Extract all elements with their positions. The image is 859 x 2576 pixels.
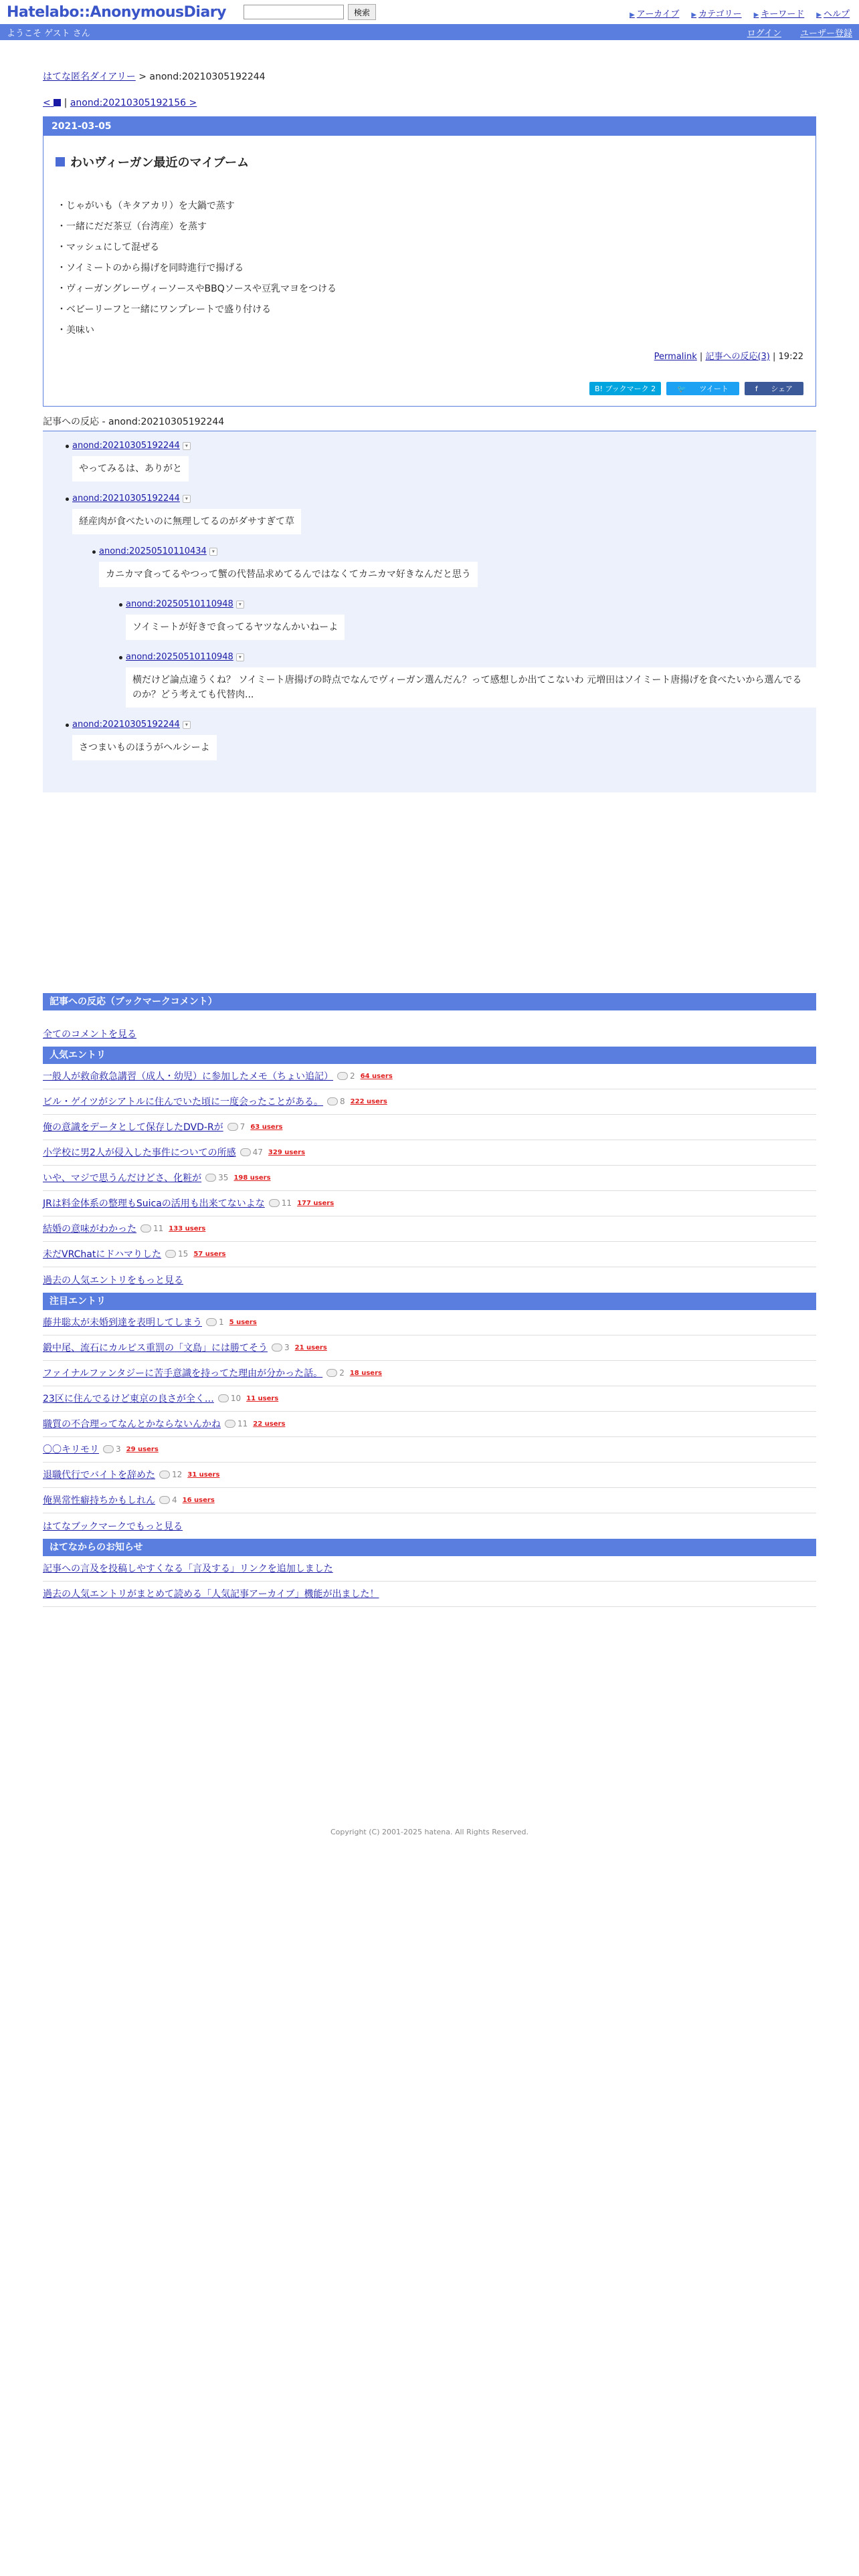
response-link[interactable]: anond:20250510110434 xyxy=(99,546,207,556)
entry-link[interactable]: 退職代行でバイトを辞めた xyxy=(43,1470,155,1481)
square-icon xyxy=(56,157,65,167)
welcome-text: ようこそ ゲスト さん xyxy=(7,28,90,39)
comment-count[interactable]: 2 xyxy=(326,1368,345,1378)
bullet-icon xyxy=(119,603,122,607)
users-badge[interactable]: 64 users xyxy=(360,1072,393,1080)
expand-caret-icon[interactable]: ▾ xyxy=(209,548,217,556)
breadcrumb-home[interactable]: はてな匿名ダイアリー xyxy=(43,72,136,82)
entry-link[interactable]: 職質の不合理ってなんとかならないんかね xyxy=(43,1419,221,1430)
entry-link[interactable]: 未だVRChatにドハマりした xyxy=(43,1249,162,1260)
users-badge[interactable]: 222 users xyxy=(350,1097,387,1105)
breadcrumb-current: anond:20210305192244 xyxy=(149,72,266,82)
search-button[interactable]: 検索 xyxy=(348,4,376,20)
users-badge[interactable]: 329 users xyxy=(268,1148,306,1156)
entry-link[interactable]: 23区に住んでるけど東京の良さが全く… xyxy=(43,1394,214,1404)
comment-count[interactable]: 1 xyxy=(206,1317,224,1327)
response-item xyxy=(72,720,816,760)
response-link[interactable]: anond:20250510110948 xyxy=(126,599,233,609)
users-badge[interactable]: 21 users xyxy=(294,1344,327,1352)
site-logo[interactable]: Hatelabo::AnonymousDiary xyxy=(7,3,226,21)
expand-caret-icon[interactable]: ▾ xyxy=(183,721,191,729)
users-badge[interactable]: 177 users xyxy=(297,1199,335,1207)
notable-more xyxy=(43,1513,816,1539)
news-item xyxy=(43,1582,816,1607)
ad-space xyxy=(43,792,816,993)
comment-icon xyxy=(205,1174,216,1182)
comment-icon xyxy=(159,1471,170,1479)
notable-more-link[interactable]: はてなブックマークでもっと見る xyxy=(43,1521,183,1532)
users-badge[interactable]: 11 users xyxy=(246,1394,279,1402)
response-text: 経産肉が食べたいのに無理してるのがダサすぎて草 xyxy=(72,509,301,534)
entry-link[interactable]: いや、マジで思うんだけどさ、化粧が xyxy=(43,1173,202,1184)
entry-link[interactable]: 俺の意識をデータとして保存したDVD-Rが xyxy=(43,1122,223,1133)
comment-count[interactable]: 10 xyxy=(218,1394,241,1403)
users-badge[interactable]: 16 users xyxy=(182,1496,215,1504)
entry-link[interactable]: 藤井聡太が未婚到達を表明してしまう xyxy=(43,1317,202,1328)
comment-icon xyxy=(218,1394,229,1402)
users-badge[interactable]: 63 users xyxy=(250,1123,283,1131)
bullet-icon xyxy=(66,724,69,727)
notable-entry xyxy=(43,1310,816,1335)
bookmark-comments-heading: 記事への反応（ブックマークコメント） xyxy=(43,993,816,1010)
bullet-icon xyxy=(119,656,122,659)
comment-count[interactable]: 2 xyxy=(337,1071,355,1081)
comment-icon xyxy=(337,1072,348,1080)
next-link[interactable]: anond:20210305192156 > xyxy=(70,98,197,108)
response-text: ソイミートが好きで食ってるヤツなんかいねーよ xyxy=(126,615,345,640)
nav-archive[interactable]: ▶ アーカイブ xyxy=(630,9,680,19)
nav-help[interactable]: ▶ ヘルプ xyxy=(816,9,850,19)
popular-entry xyxy=(43,1191,816,1216)
triangle-icon: ▶ xyxy=(816,11,822,19)
comment-icon xyxy=(159,1496,170,1504)
users-badge[interactable]: 133 users xyxy=(169,1224,206,1232)
entry-body xyxy=(57,196,816,341)
notable-heading: 注目エントリ xyxy=(43,1293,816,1310)
entry-line: ・美味い xyxy=(57,325,94,336)
expand-caret-icon[interactable]: ▾ xyxy=(183,495,191,503)
entry-title: わいヴィーガン最近のマイブーム xyxy=(56,153,816,171)
footer-copyright: Copyright (C) 2001-2025 hatena. All Rights Reserved. xyxy=(330,1828,529,1836)
response-link[interactable]: anond:20210305192244 xyxy=(72,441,180,451)
response-item xyxy=(72,441,816,481)
entry-line: ・ヴィーガングレーヴィーソースやBBQソースや豆乳マヨをつける xyxy=(57,284,337,294)
notable-entry xyxy=(43,1335,816,1361)
comment-icon xyxy=(272,1344,282,1352)
header xyxy=(0,0,859,24)
entry-link[interactable]: ビル・ゲイツがシアトルに住んでいた頃に一度会ったことがある。 xyxy=(43,1097,324,1107)
share-buttons xyxy=(43,382,816,395)
tweet-button[interactable]: 🐦 ツイート xyxy=(666,382,739,395)
user-bar xyxy=(0,24,859,40)
triangle-icon: ▶ xyxy=(691,11,697,19)
notable-list xyxy=(43,1310,816,1513)
popular-more-link[interactable]: 過去の人気エントリをもっと見る xyxy=(43,1275,183,1286)
comment-count[interactable]: 3 xyxy=(103,1444,121,1454)
expand-caret-icon[interactable]: ▾ xyxy=(236,653,244,661)
news-item xyxy=(43,1556,816,1582)
popular-heading: 人気エントリ xyxy=(43,1047,816,1064)
response-text: カニカマ食ってるやつって蟹の代替品求めてるんではなくてカニカマ好きなんだと思う xyxy=(99,562,478,587)
entry-link[interactable]: 〇〇キリモリ xyxy=(43,1444,99,1455)
comment-icon xyxy=(326,1369,337,1377)
entry-box xyxy=(43,116,816,407)
refs-link[interactable]: 記事への反応(3) xyxy=(705,352,770,362)
notable-entry xyxy=(43,1463,816,1488)
users-badge[interactable]: 18 users xyxy=(349,1369,382,1377)
entry-link[interactable]: 俺異常性癖持ちかもしれん xyxy=(43,1495,155,1506)
comment-icon xyxy=(327,1097,338,1105)
expand-caret-icon[interactable]: ▾ xyxy=(183,442,191,450)
facebook-icon: f xyxy=(755,385,761,393)
comment-count[interactable]: 7 xyxy=(227,1122,246,1132)
comment-icon xyxy=(140,1224,151,1232)
entry-time: 19:22 xyxy=(778,352,803,362)
news-link[interactable]: 過去の人気エントリがまとめて読める「人気記事アーカイブ」機能が出ました！ xyxy=(43,1589,379,1600)
comment-icon xyxy=(227,1123,238,1131)
news-heading: はてなからのお知らせ xyxy=(43,1539,816,1556)
users-badge[interactable]: 31 users xyxy=(187,1471,220,1479)
comment-icon xyxy=(225,1420,235,1428)
nav-category[interactable]: ▶ カテゴリー xyxy=(691,9,742,19)
popular-entry xyxy=(43,1140,816,1166)
comment-count[interactable]: 3 xyxy=(272,1343,290,1352)
users-badge[interactable]: 198 users xyxy=(233,1174,271,1182)
breadcrumb: はてな匿名ダイアリー > anond:20210305192244 xyxy=(43,72,266,82)
comment-count[interactable]: 35 xyxy=(205,1173,228,1182)
popular-entry xyxy=(43,1242,816,1267)
users-badge[interactable]: 29 users xyxy=(126,1445,159,1453)
bullet-icon xyxy=(66,445,69,448)
comment-count[interactable]: 12 xyxy=(159,1470,182,1479)
response-text: さつまいものほうがヘルシーよ xyxy=(72,735,217,760)
entry-line: ・じゃがいも（キタアカリ）を大鍋で蒸す xyxy=(57,201,235,211)
top-nav xyxy=(630,7,850,19)
entry-line: ・マッシュにして混ぜる xyxy=(57,242,160,253)
comment-icon xyxy=(206,1318,217,1326)
response-link[interactable]: anond:20210305192244 xyxy=(72,494,180,504)
expand-caret-icon[interactable]: ▾ xyxy=(236,601,244,609)
notable-entry xyxy=(43,1412,816,1437)
entry-link[interactable]: 結婚の意味がわかった xyxy=(43,1224,136,1235)
nav-keyword[interactable]: ▶ キーワード xyxy=(753,9,805,19)
all-comments-link[interactable]: 全てのコメントを見る xyxy=(43,1029,136,1040)
entry-link[interactable]: ファイナルファンタジーに苦手意識を持ってた理由が分かった話。 xyxy=(43,1368,323,1379)
entry-date: 2021-03-05 xyxy=(43,117,816,136)
entry-link[interactable]: JRは料金体系の整理もSuicaの活用も出来てないよな xyxy=(43,1198,265,1209)
responses-tree xyxy=(43,431,816,792)
responses-heading: 記事への反応 - anond:20210305192244 xyxy=(43,415,816,431)
comment-icon xyxy=(103,1445,114,1453)
response-text: 横だけど論点違うくね？ ソイミート唐揚げの時点でなんでヴィーガン選んだん？って感想しか出てこないわ 元増田はソイミート唐揚げを食べたいから選んでるのか？どう考えても代替肉... xyxy=(126,667,816,708)
popular-more xyxy=(43,1267,816,1293)
response-link[interactable]: anond:20250510110948 xyxy=(126,652,233,662)
popular-entry xyxy=(43,1166,816,1191)
comment-icon xyxy=(240,1148,251,1156)
pager: < | anond:20210305192156 > xyxy=(43,98,197,108)
hatena-bookmark-button[interactable]: B! ブックマーク 2 xyxy=(589,382,661,395)
prev-link[interactable]: < xyxy=(43,98,61,108)
users-badge[interactable]: 22 users xyxy=(253,1420,286,1428)
news-link[interactable]: 記事への言及を投稿しやすくなる「言及する」リンクを追加しました xyxy=(43,1564,333,1574)
users-badge[interactable]: 5 users xyxy=(229,1318,257,1326)
triangle-icon: ▶ xyxy=(630,11,635,19)
response-item xyxy=(99,546,816,587)
bullet-icon xyxy=(92,550,96,554)
popular-entry xyxy=(43,1115,816,1140)
response-link[interactable]: anond:20210305192244 xyxy=(72,720,180,730)
entry-link[interactable]: 一般人が救命救急講習（成人・幼児）に参加したメモ（ちょい追記） xyxy=(43,1071,333,1082)
notable-entry xyxy=(43,1437,816,1463)
popular-entry xyxy=(43,1089,816,1115)
notable-entry xyxy=(43,1386,816,1412)
comment-icon xyxy=(269,1199,280,1207)
entry-line: ・ベビーリーフと一緒にワンプレートで盛り付ける xyxy=(57,304,272,315)
comment-count[interactable]: 4 xyxy=(159,1495,177,1505)
users-badge[interactable]: 57 users xyxy=(193,1250,226,1258)
response-text: やってみるは、ありがと xyxy=(72,456,189,481)
triangle-icon: ▶ xyxy=(753,11,759,19)
search-input[interactable] xyxy=(244,5,344,19)
entry-line: ・ソイミートのから揚げを同時進行で揚げる xyxy=(57,263,244,274)
response-item xyxy=(126,652,816,708)
notable-entry xyxy=(43,1488,816,1513)
comment-count[interactable]: 8 xyxy=(327,1097,345,1106)
response-item xyxy=(126,599,816,640)
twitter-icon: 🐦 xyxy=(677,385,689,393)
square-icon xyxy=(54,99,61,106)
popular-entry xyxy=(43,1064,816,1089)
comment-count[interactable]: 15 xyxy=(165,1249,188,1259)
entry-line: ・一緒にだだ茶豆（台湾産）を蒸す xyxy=(57,221,207,232)
comment-count[interactable]: 11 xyxy=(269,1198,292,1208)
entry-link[interactable]: 小学校に男2人が侵入した事件についての所感 xyxy=(43,1148,236,1158)
main-content xyxy=(43,70,816,1836)
comment-count[interactable]: 11 xyxy=(225,1419,248,1428)
entry-link[interactable]: 鍛中尾、流石にカルピス重罰の「文島」には勝てそう xyxy=(43,1343,268,1354)
popular-entry xyxy=(43,1216,816,1242)
facebook-share-button[interactable]: f シェア xyxy=(745,382,803,395)
response-item xyxy=(72,494,816,534)
comment-count[interactable]: 11 xyxy=(140,1224,163,1233)
entry-meta: Permalink | 記事への反応(3) | 19:22 xyxy=(654,352,803,362)
permalink[interactable]: Permalink xyxy=(654,352,697,362)
popular-list xyxy=(43,1064,816,1267)
bullet-icon xyxy=(66,498,69,501)
notable-entry xyxy=(43,1361,816,1386)
login-link[interactable]: ログイン xyxy=(747,28,781,39)
comment-icon xyxy=(165,1250,176,1258)
register-link[interactable]: ユーザー登録 xyxy=(799,28,852,39)
comment-count[interactable]: 47 xyxy=(240,1148,263,1157)
